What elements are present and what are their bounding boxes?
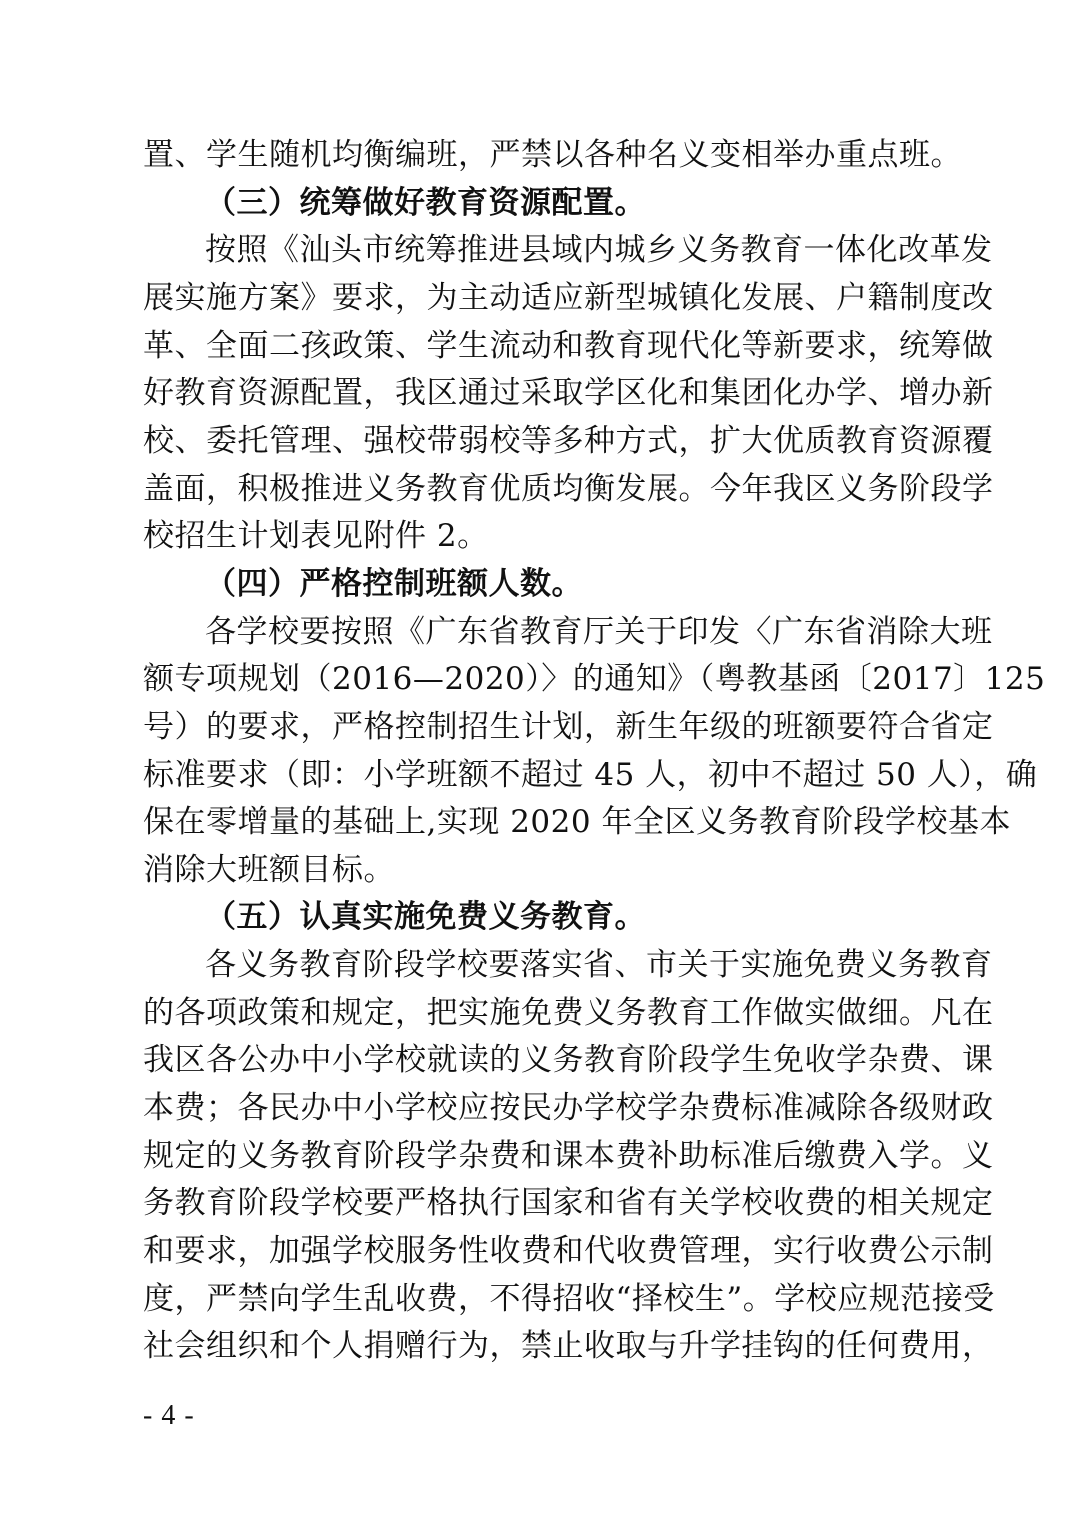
body-line: 各义务教育阶段学校要落实省、市关于实施免费义务教育 bbox=[205, 947, 993, 983]
body-line: 的各项政策和规定，把实施免费义务教育工作做实做细。凡在 bbox=[143, 995, 994, 1031]
section-heading-free-education: （五）认真实施免费义务教育。 bbox=[205, 899, 646, 935]
body-line: 额专项规划（2016—2020）〉的通知》（粤教基函〔2017〕125 bbox=[143, 661, 1046, 697]
body-line: 置、学生随机均衡编班，严禁以各种名义变相举办重点班。 bbox=[143, 137, 962, 173]
body-line: 各学校要按照《广东省教育厅关于印发〈广东省消除大班 bbox=[205, 614, 993, 650]
body-line: 规定的义务教育阶段学杂费和课本费补助标准后缴费入学。义 bbox=[143, 1138, 994, 1174]
body-line: 校招生计划表见附件 2。 bbox=[143, 518, 489, 554]
body-line: 本费；各民办中小学校应按民办学校学杂费标准减除各级财政 bbox=[143, 1090, 994, 1126]
section-heading-class-size: （四）严格控制班额人数。 bbox=[205, 566, 583, 602]
body-line: 我区各公办中小学校就读的义务教育阶段学生免收学杂费、课 bbox=[143, 1042, 994, 1078]
body-line: 号）的要求，严格控制招生计划，新生年级的班额要符合省定 bbox=[143, 709, 994, 745]
body-line: 校、委托管理、强校带弱校等多种方式，扩大优质教育资源覆 bbox=[143, 423, 994, 459]
body-line: 和要求，加强学校服务性收费和代收费管理，实行收费公示制 bbox=[143, 1233, 994, 1269]
body-line: 度，严禁向学生乱收费，不得招收“择校生”。学校应规范接受 bbox=[143, 1281, 995, 1317]
body-line: 展实施方案》要求，为主动适应新型城镇化发展、户籍制度改 bbox=[143, 280, 994, 316]
body-line: 务教育阶段学校要严格执行国家和省有关学校收费的相关规定 bbox=[143, 1185, 994, 1221]
body-line: 社会组织和个人捐赠行为，禁止收取与升学挂钩的任何费用， bbox=[143, 1328, 994, 1364]
body-line: 按照《汕头市统筹推进县域内城乡义务教育一体化改革发 bbox=[205, 232, 993, 268]
section-heading-resource-allocation: （三）统筹做好教育资源配置。 bbox=[205, 185, 646, 221]
body-line: 标准要求（即：小学班额不超过 45 人，初中不超过 50 人），确 bbox=[143, 757, 1038, 793]
body-line: 盖面，积极推进义务教育优质均衡发展。今年我区义务阶段学 bbox=[143, 471, 994, 507]
body-line: 革、全面二孩政策、学生流动和教育现代化等新要求，统筹做 bbox=[143, 328, 994, 364]
body-line: 消除大班额目标。 bbox=[143, 852, 395, 888]
page-number: - 4 - bbox=[143, 1400, 195, 1431]
body-line: 保在零增量的基础上,实现 2020 年全区义务教育阶段学校基本 bbox=[143, 804, 1011, 840]
body-line: 好教育资源配置，我区通过采取学区化和集团化办学、增办新 bbox=[143, 375, 994, 411]
